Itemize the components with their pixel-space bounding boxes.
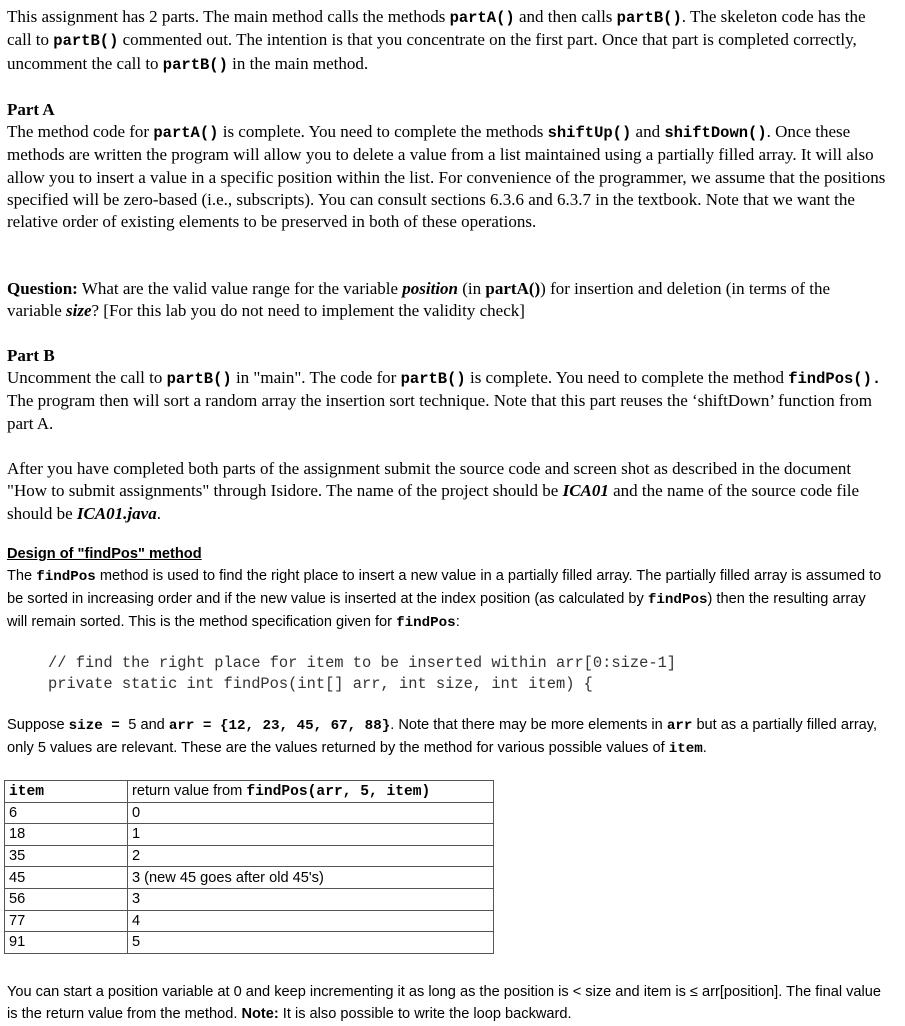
return-value-cell: 4 xyxy=(128,910,494,932)
return-value-cell: 1 xyxy=(128,824,494,846)
suppose-paragraph xyxy=(7,715,887,761)
item-cell: 77 xyxy=(5,910,128,932)
design-paragraph xyxy=(7,566,887,634)
item-cell: 56 xyxy=(5,888,128,910)
return-value-cell: 0 xyxy=(128,802,494,824)
return-value-cell: 3 xyxy=(128,888,494,910)
findpos-code: findPos(). xyxy=(788,370,882,388)
table-row xyxy=(5,932,494,954)
intro-text: This assignment has 2 parts. The main method calls the methods xyxy=(7,7,450,26)
code-comment-line: // find the right place for item to be inserted within arr[0:size-1] xyxy=(48,654,677,672)
partb-code: partB() xyxy=(616,9,682,27)
project-name: ICA01 xyxy=(562,481,609,501)
partb-code: partB() xyxy=(53,32,119,51)
table-row xyxy=(5,910,494,932)
findpos-code: findPos xyxy=(396,614,456,631)
question-text: What are the valid value range for the variable xyxy=(77,279,403,298)
part-b-paragraph xyxy=(7,367,887,435)
intro-text: commented out. The intention is that you concentrate on the first part. Once that part is completed correctly, uncomment the call to xyxy=(7,30,857,73)
code-block xyxy=(48,653,676,694)
footer-paragraph xyxy=(7,982,887,1026)
intro-text: in the main method. xyxy=(227,53,369,73)
table-row xyxy=(5,867,494,889)
design-text: The xyxy=(7,568,37,584)
design-text: ) then the resulting array will remain sorted. This is the method specification given for xyxy=(7,590,866,630)
shiftdown-code: shiftDown() xyxy=(664,124,767,142)
arr-code: arr = {12, 23, 45, 67, 88} xyxy=(168,718,391,734)
part-b-text: is complete. You need to complete the method xyxy=(465,368,789,387)
question-text: (in xyxy=(458,279,486,298)
code-signature-line: private static int findPos(int[] arr, int size, int item) { xyxy=(48,674,593,693)
suppose-text: . Note that there may be more elements in xyxy=(390,717,667,733)
item-code: item xyxy=(668,740,703,757)
suppose-text: 5 and xyxy=(128,717,169,733)
findpos-code: findPos xyxy=(647,591,708,608)
parta-code: partA() xyxy=(153,124,219,142)
item-header: item xyxy=(9,783,45,800)
return-value-header-cell xyxy=(128,781,494,803)
question-text: ) for insertion and deletion (in terms of the variable xyxy=(7,279,831,321)
intro-paragraph xyxy=(7,6,887,76)
return-value-header: return value from xyxy=(132,782,247,799)
part-b-text: The program then will sort a random array the insertion sort technique. Note that this part reuses the ‘shiftDown’ function from part A. xyxy=(7,391,873,433)
item-cell: 18 xyxy=(5,824,128,846)
arr-code: arr xyxy=(666,718,693,734)
partb-code: partB() xyxy=(166,370,232,388)
submit-text: and the name of the source code file should be xyxy=(7,481,860,523)
question-label: Question: xyxy=(7,279,78,298)
part-b-text: Uncomment the call to xyxy=(7,368,167,387)
return-value-cell: 3 (new 45 goes after old 45's) xyxy=(128,867,494,889)
return-value-cell: 5 xyxy=(128,932,494,954)
position-variable: position xyxy=(402,279,459,298)
return-value-cell: 2 xyxy=(128,845,494,867)
design-heading: Design of "findPos" method xyxy=(7,546,202,562)
part-a-heading: Part A xyxy=(7,100,55,119)
part-a-text: and xyxy=(631,122,665,141)
footer-text: You can start a position variable at 0 and keep incrementing it as long as the position is < size and item is ≤ arr[position]. The final value is the return value from the method. xyxy=(7,984,881,1022)
question-text: ? [For this lab you do not need to implement the validity check] xyxy=(91,301,525,321)
part-a-text: . Once these methods are written the program will allow you to delete a value from a list maintained using a partially filled array. It will also allow you to insert a value in a specific position within the list. For convenience of the programmer, we assume that the positions specified will be zero-based (i.e., subscripts). You can consult sections 6.3.6 and 6.3.7 in the textbook. Note that we want the relative order of existing elements to be preserved in both of these operations. xyxy=(7,122,886,232)
item-cell: 6 xyxy=(5,802,128,824)
note-label: Note: xyxy=(241,1005,279,1022)
submit-text: After you have completed both parts of the assignment submit the source code and screen shot as described in the document "How to submit assignments" through Isidore. The name of the project should be xyxy=(7,459,852,501)
design-text: : xyxy=(455,613,460,630)
submit-paragraph xyxy=(7,458,887,525)
parta-code: partA() xyxy=(449,9,515,27)
design-text: method is used to find the right place to insert a new value in a partially filled array. The partially filled array is assumed to be sorted in increasing order and if the new value is inserted at the index position (as calculated by xyxy=(7,568,882,607)
findpos-call-code: findPos(arr, 5, item) xyxy=(246,783,431,800)
intro-text: and then calls xyxy=(514,7,617,26)
source-file-name: ICA01.java xyxy=(76,503,157,523)
footer-text: It is also possible to write the loop backward. xyxy=(278,1005,572,1022)
item-header-cell xyxy=(5,781,128,803)
part-a-paragraph xyxy=(7,121,887,233)
table-header-row xyxy=(5,781,494,803)
part-b-text: in "main". The code for xyxy=(231,368,401,387)
size-variable: size xyxy=(66,301,92,321)
shiftup-code: shiftUp() xyxy=(547,124,632,142)
findpos-results-table xyxy=(4,780,494,954)
parta-bold: partA() xyxy=(485,279,541,298)
table-row xyxy=(5,824,494,846)
part-b-heading: Part B xyxy=(7,346,55,365)
size-code: size = xyxy=(68,718,129,734)
intro-text: . The skeleton code has the call to xyxy=(7,7,866,50)
part-a-text: The method code for xyxy=(7,122,154,141)
table-row xyxy=(5,888,494,910)
item-cell: 45 xyxy=(5,867,128,889)
table-row xyxy=(5,802,494,824)
question-paragraph xyxy=(7,278,887,323)
suppose-text: . xyxy=(702,739,707,756)
item-cell: 35 xyxy=(5,845,128,867)
suppose-text: but as a partially filled array, only 5 values are relevant. These are the values returned by the method for various possible values of xyxy=(7,717,878,756)
table-row xyxy=(5,845,494,867)
part-a-text: is complete. You need to complete the methods xyxy=(218,122,548,141)
findpos-code: findPos xyxy=(36,569,96,585)
partb-code: partB() xyxy=(400,370,466,388)
suppose-text: Suppose xyxy=(7,717,69,733)
partb-code: partB() xyxy=(162,55,228,74)
submit-text: . xyxy=(156,503,161,523)
item-cell: 91 xyxy=(5,932,128,954)
